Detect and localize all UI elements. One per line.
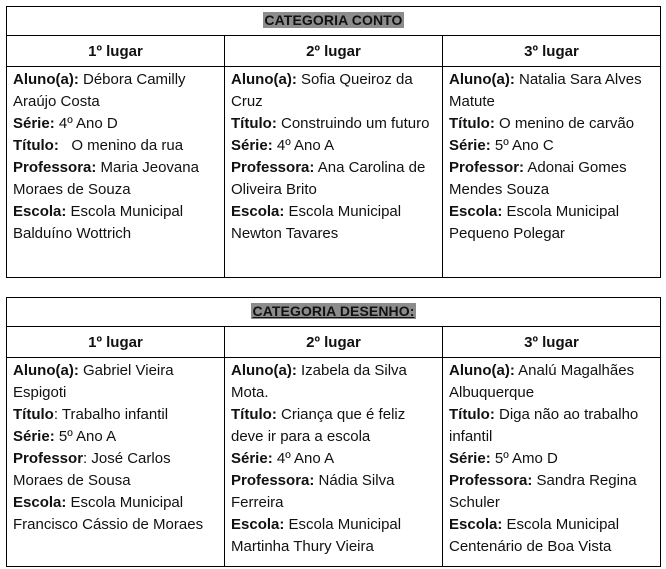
field-line	[231, 201, 436, 245]
field-value: Escola Municipal Francisco Cássio de Moraes	[13, 494, 204, 533]
student-label: Aluno(a):	[13, 71, 79, 88]
table-title-cell	[7, 298, 661, 327]
student-name: Débora Camilly Araújo Costa	[13, 71, 186, 110]
field-value: O menino da rua	[71, 137, 184, 154]
field-label: Escola:	[449, 516, 503, 533]
student-label: Aluno(a):	[231, 71, 297, 88]
entry-cell-1	[7, 358, 225, 567]
field-label: Série:	[231, 450, 273, 467]
field-label: Título:	[449, 406, 495, 423]
student-line	[449, 69, 654, 113]
field-value: Sandra Regina Schuler	[449, 472, 637, 511]
field-label: Série:	[13, 115, 55, 132]
table-title-cell	[7, 7, 661, 36]
field-label: Escola:	[13, 203, 67, 220]
field-label: Série:	[449, 137, 491, 154]
place-header-2: 2º lugar	[225, 327, 443, 358]
place-header-2: 2º lugar	[225, 36, 443, 67]
field-line	[449, 157, 654, 201]
entry-cell-1	[7, 67, 225, 278]
field-value: 5º Amo D	[494, 450, 558, 467]
student-name: Analú Magalhães Albuquerque	[449, 362, 635, 401]
field-label: Escola:	[449, 203, 503, 220]
field-line	[231, 404, 436, 448]
field-value: Criança que é feliz deve ir para a escola	[231, 406, 406, 445]
field-label: Série:	[13, 428, 55, 445]
field-line	[13, 157, 218, 201]
student-line	[231, 360, 436, 404]
field-value: Adonai Gomes Mendes Souza	[449, 159, 627, 198]
field-label: Título	[13, 406, 54, 423]
student-name: Natalia Sara Alves Matute	[449, 71, 642, 110]
table-categoria-conto	[6, 6, 661, 278]
place-header-1: 1º lugar	[7, 327, 225, 358]
field-label: Professora:	[231, 159, 315, 176]
field-value: 4º Ano A	[276, 137, 335, 154]
place-header-3: 3º lugar	[443, 327, 661, 358]
field-label: Escola:	[231, 203, 285, 220]
field-label: Escola:	[231, 516, 285, 533]
field-value: : José Carlos Moraes de Sousa	[13, 450, 171, 489]
field-value: O menino de carvão	[499, 115, 635, 132]
field-line	[449, 201, 654, 245]
field-value: Ana Carolina de Oliveira Brito	[231, 159, 426, 198]
field-line	[231, 157, 436, 201]
place-header-3: 3º lugar	[443, 36, 661, 67]
field-label: Série:	[449, 450, 491, 467]
field-value: 5º Ano A	[58, 428, 117, 445]
field-label: Título:	[231, 115, 277, 132]
field-value: Escola Municipal Centenário de Boa Vista	[449, 516, 620, 555]
field-line	[231, 135, 436, 157]
field-value: 5º Ano C	[494, 137, 554, 154]
field-line	[231, 514, 436, 558]
entry-cell-2	[225, 67, 443, 278]
field-line	[13, 492, 218, 536]
student-line	[13, 360, 218, 404]
field-value: Diga não ao trabalho infantil	[449, 406, 639, 445]
field-label: Professor	[13, 450, 84, 467]
table-categoria-desenho	[6, 297, 661, 567]
field-value: : Trabalho infantil	[53, 406, 169, 423]
field-label: Título:	[13, 137, 59, 154]
field-label: Professora:	[449, 472, 533, 489]
field-line	[13, 113, 218, 135]
field-value: Construindo um futuro	[281, 115, 430, 132]
student-line	[13, 69, 218, 113]
student-name: Izabela da Silva Mota.	[231, 362, 407, 401]
field-line	[13, 426, 218, 448]
field-line	[13, 135, 218, 157]
place-header-1: 1º lugar	[7, 36, 225, 67]
entry-cell-2	[225, 358, 443, 567]
field-line	[13, 404, 218, 426]
field-value: 4º Ano A	[276, 450, 335, 467]
field-label: Professor:	[449, 159, 525, 176]
field-line	[449, 113, 654, 135]
field-label: Professora:	[231, 472, 315, 489]
field-label: Escola:	[13, 494, 67, 511]
field-value: Escola Municipal Newton Tavares	[231, 203, 402, 242]
field-line	[231, 113, 436, 135]
field-value: Escola Municipal Balduíno Wottrich	[13, 203, 184, 242]
field-line	[449, 470, 654, 514]
student-label: Aluno(a):	[449, 71, 515, 88]
field-line	[231, 448, 436, 470]
field-value: Escola Municipal Pequeno Polegar	[449, 203, 620, 242]
field-line	[449, 514, 654, 558]
student-name: Gabriel Vieira Espigoti	[13, 362, 174, 401]
field-line	[231, 470, 436, 514]
field-line	[449, 448, 654, 470]
field-label: Título:	[449, 115, 495, 132]
field-line	[13, 448, 218, 492]
field-value: 4º Ano D	[58, 115, 118, 132]
field-line	[13, 201, 218, 245]
field-value: Nádia Silva Ferreira	[231, 472, 395, 511]
student-label: Aluno(a):	[13, 362, 79, 379]
entry-cell-3	[443, 358, 661, 567]
table-title: CATEGORIA CONTO	[264, 12, 403, 28]
field-label: Professora:	[13, 159, 97, 176]
student-line	[449, 360, 654, 404]
field-line	[449, 135, 654, 157]
student-line	[231, 69, 436, 113]
student-label: Aluno(a):	[231, 362, 297, 379]
entry-cell-3	[443, 67, 661, 278]
field-value: Escola Municipal Martinha Thury Vieira	[231, 516, 402, 555]
student-label: Aluno(a):	[449, 362, 515, 379]
student-name: Sofia Queiroz da Cruz	[231, 71, 413, 110]
field-value: Maria Jeovana Moraes de Souza	[13, 159, 199, 198]
field-line	[449, 404, 654, 448]
field-label: Série:	[231, 137, 273, 154]
table-title: CATEGORIA DESENHO:	[252, 303, 415, 319]
field-label: Título:	[231, 406, 277, 423]
